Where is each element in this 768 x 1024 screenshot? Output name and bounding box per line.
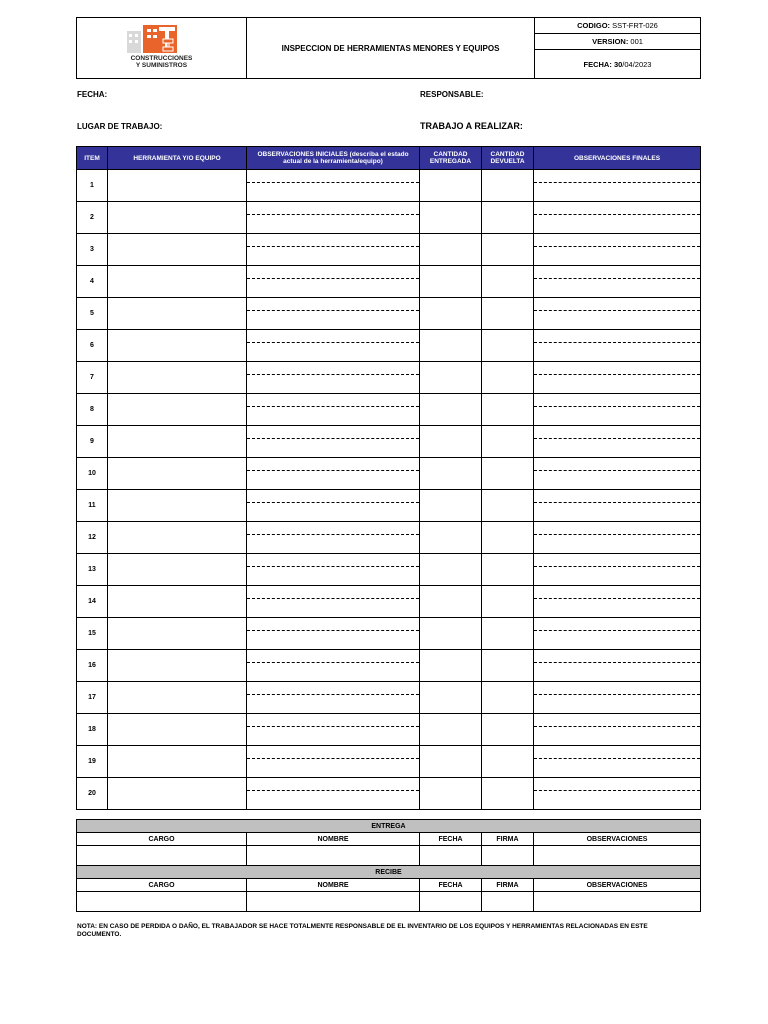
cantidad-devuelta-cell[interactable] bbox=[482, 714, 534, 746]
cantidad-devuelta-cell[interactable] bbox=[482, 650, 534, 682]
observaciones-finales-cell[interactable] bbox=[534, 714, 701, 746]
observaciones-iniciales-cell[interactable] bbox=[247, 522, 420, 554]
col-observaciones-iniciales: OBSERVACIONES INICIALES (describa el estado actual de la herramienta/equipo) bbox=[247, 147, 420, 170]
logo-cell bbox=[77, 18, 247, 79]
herramienta-cell[interactable] bbox=[108, 426, 247, 458]
document-title: INSPECCION DE HERRAMIENTAS MENORES Y EQUIPOS bbox=[247, 18, 535, 79]
fecha-rest: /04/2023 bbox=[622, 59, 652, 69]
table-row bbox=[77, 362, 701, 394]
item-number: 13 bbox=[77, 554, 108, 586]
table-row bbox=[77, 266, 701, 298]
cantidad-entregada-cell[interactable] bbox=[420, 234, 482, 266]
recibe-band: RECIBE bbox=[77, 866, 701, 879]
cantidad-devuelta-cell[interactable] bbox=[482, 778, 534, 810]
cantidad-devuelta-cell[interactable] bbox=[482, 458, 534, 490]
lugar-field-label: LUGAR DE TRABAJO: bbox=[77, 122, 163, 131]
herramienta-cell[interactable] bbox=[108, 362, 247, 394]
cantidad-entregada-cell[interactable] bbox=[420, 362, 482, 394]
responsable-field-label: RESPONSABLE: bbox=[420, 90, 484, 99]
cantidad-devuelta-cell[interactable] bbox=[482, 394, 534, 426]
cantidad-entregada-cell[interactable] bbox=[420, 458, 482, 490]
observaciones-finales-cell[interactable] bbox=[534, 458, 701, 490]
observaciones-iniciales-cell[interactable] bbox=[247, 330, 420, 362]
entrega-col-nombre: NOMBRE bbox=[247, 833, 420, 846]
herramienta-cell[interactable] bbox=[108, 394, 247, 426]
table-row bbox=[77, 650, 701, 682]
table-row bbox=[77, 490, 701, 522]
cantidad-entregada-cell[interactable] bbox=[420, 650, 482, 682]
item-number: 19 bbox=[77, 746, 108, 778]
cantidad-devuelta-cell[interactable] bbox=[482, 586, 534, 618]
item-number: 1 bbox=[77, 170, 108, 202]
fecha-label: FECHA: bbox=[583, 59, 612, 69]
table-row bbox=[77, 170, 701, 202]
recibe-cargo-cell[interactable] bbox=[77, 892, 247, 912]
cantidad-devuelta-cell[interactable] bbox=[482, 202, 534, 234]
fecha-day: 30 bbox=[613, 59, 623, 69]
observaciones-finales-cell[interactable] bbox=[534, 522, 701, 554]
codigo-cell bbox=[535, 18, 701, 34]
signature-table bbox=[76, 819, 701, 912]
inspection-table bbox=[76, 146, 701, 810]
table-row bbox=[77, 234, 701, 266]
recibe-observaciones-cell[interactable] bbox=[534, 892, 701, 912]
observaciones-finales-cell[interactable] bbox=[534, 202, 701, 234]
herramienta-cell[interactable] bbox=[108, 490, 247, 522]
item-number: 10 bbox=[77, 458, 108, 490]
item-number: 7 bbox=[77, 362, 108, 394]
herramienta-cell[interactable] bbox=[108, 234, 247, 266]
item-number: 16 bbox=[77, 650, 108, 682]
observaciones-iniciales-cell[interactable] bbox=[247, 650, 420, 682]
recibe-col-firma: FIRMA bbox=[482, 879, 534, 892]
recibe-col-observaciones: OBSERVACIONES bbox=[534, 879, 701, 892]
cantidad-entregada-cell[interactable] bbox=[420, 618, 482, 650]
herramienta-cell[interactable] bbox=[108, 682, 247, 714]
herramienta-cell[interactable] bbox=[108, 618, 247, 650]
liability-note: NOTA: EN CASO DE PERDIDA O DAÑO, EL TRABAJADOR SE HACE TOTALMENTE RESPONSABLE DE EL INVENTARIO DE LOS EQUIPOS Y HERRAMIENTAS RELACIONADAS EN ESTE DOCUMENTO. bbox=[77, 923, 648, 938]
entrega-col-fecha: FECHA bbox=[420, 833, 482, 846]
logo-text-line1: CONSTRUCCIONES bbox=[130, 54, 193, 62]
observaciones-finales-cell[interactable] bbox=[534, 746, 701, 778]
recibe-col-nombre: NOMBRE bbox=[247, 879, 420, 892]
table-row bbox=[77, 458, 701, 490]
observaciones-finales-cell[interactable] bbox=[534, 618, 701, 650]
table-row bbox=[77, 778, 701, 810]
herramienta-cell[interactable] bbox=[108, 266, 247, 298]
entrega-band: ENTREGA bbox=[77, 820, 701, 833]
fecha-cell bbox=[535, 50, 701, 79]
cantidad-entregada-cell[interactable] bbox=[420, 266, 482, 298]
fecha-field-label: FECHA: bbox=[77, 90, 108, 99]
company-logo bbox=[107, 23, 217, 69]
codigo-value: SST-FRT-026 bbox=[612, 21, 658, 30]
herramienta-cell[interactable] bbox=[108, 458, 247, 490]
cantidad-entregada-cell[interactable] bbox=[420, 426, 482, 458]
observaciones-iniciales-cell[interactable] bbox=[247, 746, 420, 778]
cantidad-entregada-cell[interactable] bbox=[420, 170, 482, 202]
cantidad-devuelta-cell[interactable] bbox=[482, 426, 534, 458]
cantidad-devuelta-cell[interactable] bbox=[482, 618, 534, 650]
observaciones-iniciales-cell[interactable] bbox=[247, 234, 420, 266]
herramienta-cell[interactable] bbox=[108, 202, 247, 234]
col-cantidad-entregada: CANTIDAD ENTREGADA bbox=[420, 147, 482, 170]
herramienta-cell[interactable] bbox=[108, 330, 247, 362]
entrega-col-observaciones: OBSERVACIONES bbox=[534, 833, 701, 846]
cantidad-devuelta-cell[interactable] bbox=[482, 490, 534, 522]
observaciones-finales-cell[interactable] bbox=[534, 682, 701, 714]
herramienta-cell[interactable] bbox=[108, 554, 247, 586]
table-row bbox=[77, 554, 701, 586]
item-number: 12 bbox=[77, 522, 108, 554]
observaciones-finales-cell[interactable] bbox=[534, 266, 701, 298]
herramienta-cell[interactable] bbox=[108, 298, 247, 330]
cantidad-devuelta-cell[interactable] bbox=[482, 554, 534, 586]
observaciones-finales-cell[interactable] bbox=[534, 426, 701, 458]
cantidad-entregada-cell[interactable] bbox=[420, 682, 482, 714]
herramienta-cell[interactable] bbox=[108, 586, 247, 618]
herramienta-cell[interactable] bbox=[108, 714, 247, 746]
table-row bbox=[77, 298, 701, 330]
cantidad-devuelta-cell[interactable] bbox=[482, 234, 534, 266]
observaciones-finales-cell[interactable] bbox=[534, 490, 701, 522]
herramienta-cell[interactable] bbox=[108, 170, 247, 202]
cantidad-entregada-cell[interactable] bbox=[420, 394, 482, 426]
entrega-cargo-cell[interactable] bbox=[77, 846, 247, 866]
herramienta-cell[interactable] bbox=[108, 522, 247, 554]
observaciones-iniciales-cell[interactable] bbox=[247, 170, 420, 202]
cantidad-devuelta-cell[interactable] bbox=[482, 266, 534, 298]
herramienta-cell[interactable] bbox=[108, 746, 247, 778]
item-number: 15 bbox=[77, 618, 108, 650]
item-number: 5 bbox=[77, 298, 108, 330]
table-row bbox=[77, 426, 701, 458]
building-logo-icon bbox=[123, 23, 201, 55]
observaciones-iniciales-cell[interactable] bbox=[247, 682, 420, 714]
cantidad-entregada-cell[interactable] bbox=[420, 330, 482, 362]
col-item: ITEM bbox=[77, 147, 108, 170]
table-row bbox=[77, 394, 701, 426]
cantidad-devuelta-cell[interactable] bbox=[482, 330, 534, 362]
observaciones-iniciales-cell[interactable] bbox=[247, 394, 420, 426]
recibe-firma-cell[interactable] bbox=[482, 892, 534, 912]
cantidad-entregada-cell[interactable] bbox=[420, 746, 482, 778]
inspection-header-row bbox=[77, 147, 701, 170]
observaciones-finales-cell[interactable] bbox=[534, 170, 701, 202]
observaciones-iniciales-cell[interactable] bbox=[247, 426, 420, 458]
item-number: 20 bbox=[77, 778, 108, 810]
herramienta-cell[interactable] bbox=[108, 778, 247, 810]
cantidad-entregada-cell[interactable] bbox=[420, 522, 482, 554]
entrega-firma-cell[interactable] bbox=[482, 846, 534, 866]
observaciones-finales-cell[interactable] bbox=[534, 554, 701, 586]
recibe-col-fecha: FECHA bbox=[420, 879, 482, 892]
entrega-col-cargo: CARGO bbox=[77, 833, 247, 846]
table-row bbox=[77, 682, 701, 714]
observaciones-iniciales-cell[interactable] bbox=[247, 298, 420, 330]
observaciones-finales-cell[interactable] bbox=[534, 298, 701, 330]
observaciones-iniciales-cell[interactable] bbox=[247, 266, 420, 298]
item-number: 9 bbox=[77, 426, 108, 458]
document-header bbox=[76, 17, 701, 79]
item-number: 2 bbox=[77, 202, 108, 234]
cantidad-devuelta-cell[interactable] bbox=[482, 298, 534, 330]
observaciones-finales-cell[interactable] bbox=[534, 650, 701, 682]
table-row bbox=[77, 618, 701, 650]
observaciones-iniciales-cell[interactable] bbox=[247, 458, 420, 490]
observaciones-finales-cell[interactable] bbox=[534, 362, 701, 394]
cantidad-entregada-cell[interactable] bbox=[420, 202, 482, 234]
observaciones-iniciales-cell[interactable] bbox=[247, 778, 420, 810]
recibe-col-cargo: CARGO bbox=[77, 879, 247, 892]
trabajo-field-label: TRABAJO A REALIZAR: bbox=[420, 121, 523, 131]
table-row bbox=[77, 586, 701, 618]
observaciones-iniciales-cell[interactable] bbox=[247, 554, 420, 586]
table-row bbox=[77, 522, 701, 554]
item-number: 14 bbox=[77, 586, 108, 618]
item-number: 3 bbox=[77, 234, 108, 266]
cantidad-devuelta-cell[interactable] bbox=[482, 682, 534, 714]
herramienta-cell[interactable] bbox=[108, 650, 247, 682]
observaciones-finales-cell[interactable] bbox=[534, 234, 701, 266]
col-cantidad-devuelta: CANTIDAD DEVUELTA bbox=[482, 147, 534, 170]
observaciones-iniciales-cell[interactable] bbox=[247, 490, 420, 522]
col-herramienta: HERRAMIENTA Y/O EQUIPO bbox=[108, 147, 247, 170]
observaciones-finales-cell[interactable] bbox=[534, 394, 701, 426]
cantidad-devuelta-cell[interactable] bbox=[482, 170, 534, 202]
version-cell bbox=[535, 34, 701, 50]
item-number: 8 bbox=[77, 394, 108, 426]
entrega-observaciones-cell[interactable] bbox=[534, 846, 701, 866]
cantidad-entregada-cell[interactable] bbox=[420, 298, 482, 330]
recibe-nombre-cell[interactable] bbox=[247, 892, 420, 912]
observaciones-finales-cell[interactable] bbox=[534, 330, 701, 362]
entrega-col-firma: FIRMA bbox=[482, 833, 534, 846]
observaciones-iniciales-cell[interactable] bbox=[247, 618, 420, 650]
observaciones-iniciales-cell[interactable] bbox=[247, 362, 420, 394]
cantidad-devuelta-cell[interactable] bbox=[482, 746, 534, 778]
observaciones-finales-cell[interactable] bbox=[534, 586, 701, 618]
item-number: 4 bbox=[77, 266, 108, 298]
observaciones-finales-cell[interactable] bbox=[534, 778, 701, 810]
cantidad-entregada-cell[interactable] bbox=[420, 778, 482, 810]
col-observaciones-finales: OBSERVACIONES FINALES bbox=[534, 147, 701, 170]
cantidad-entregada-cell[interactable] bbox=[420, 490, 482, 522]
version-label: VERSION: bbox=[592, 37, 629, 46]
entrega-nombre-cell[interactable] bbox=[247, 846, 420, 866]
table-row bbox=[77, 746, 701, 778]
table-row bbox=[77, 330, 701, 362]
table-row bbox=[77, 202, 701, 234]
cantidad-entregada-cell[interactable] bbox=[420, 586, 482, 618]
recibe-fecha-cell[interactable] bbox=[420, 892, 482, 912]
item-number: 17 bbox=[77, 682, 108, 714]
cantidad-entregada-cell[interactable] bbox=[420, 714, 482, 746]
cantidad-devuelta-cell[interactable] bbox=[482, 522, 534, 554]
observaciones-iniciales-cell[interactable] bbox=[247, 586, 420, 618]
table-row bbox=[77, 714, 701, 746]
version-value: 001 bbox=[630, 37, 643, 46]
item-number: 11 bbox=[77, 490, 108, 522]
observaciones-iniciales-cell[interactable] bbox=[247, 714, 420, 746]
entrega-fecha-cell[interactable] bbox=[420, 846, 482, 866]
observaciones-iniciales-cell[interactable] bbox=[247, 202, 420, 234]
item-number: 18 bbox=[77, 714, 108, 746]
codigo-label: CODIGO: bbox=[577, 21, 611, 30]
cantidad-entregada-cell[interactable] bbox=[420, 554, 482, 586]
logo-text-line2: Y SUMINISTROS bbox=[135, 61, 188, 69]
cantidad-devuelta-cell[interactable] bbox=[482, 362, 534, 394]
item-number: 6 bbox=[77, 330, 108, 362]
